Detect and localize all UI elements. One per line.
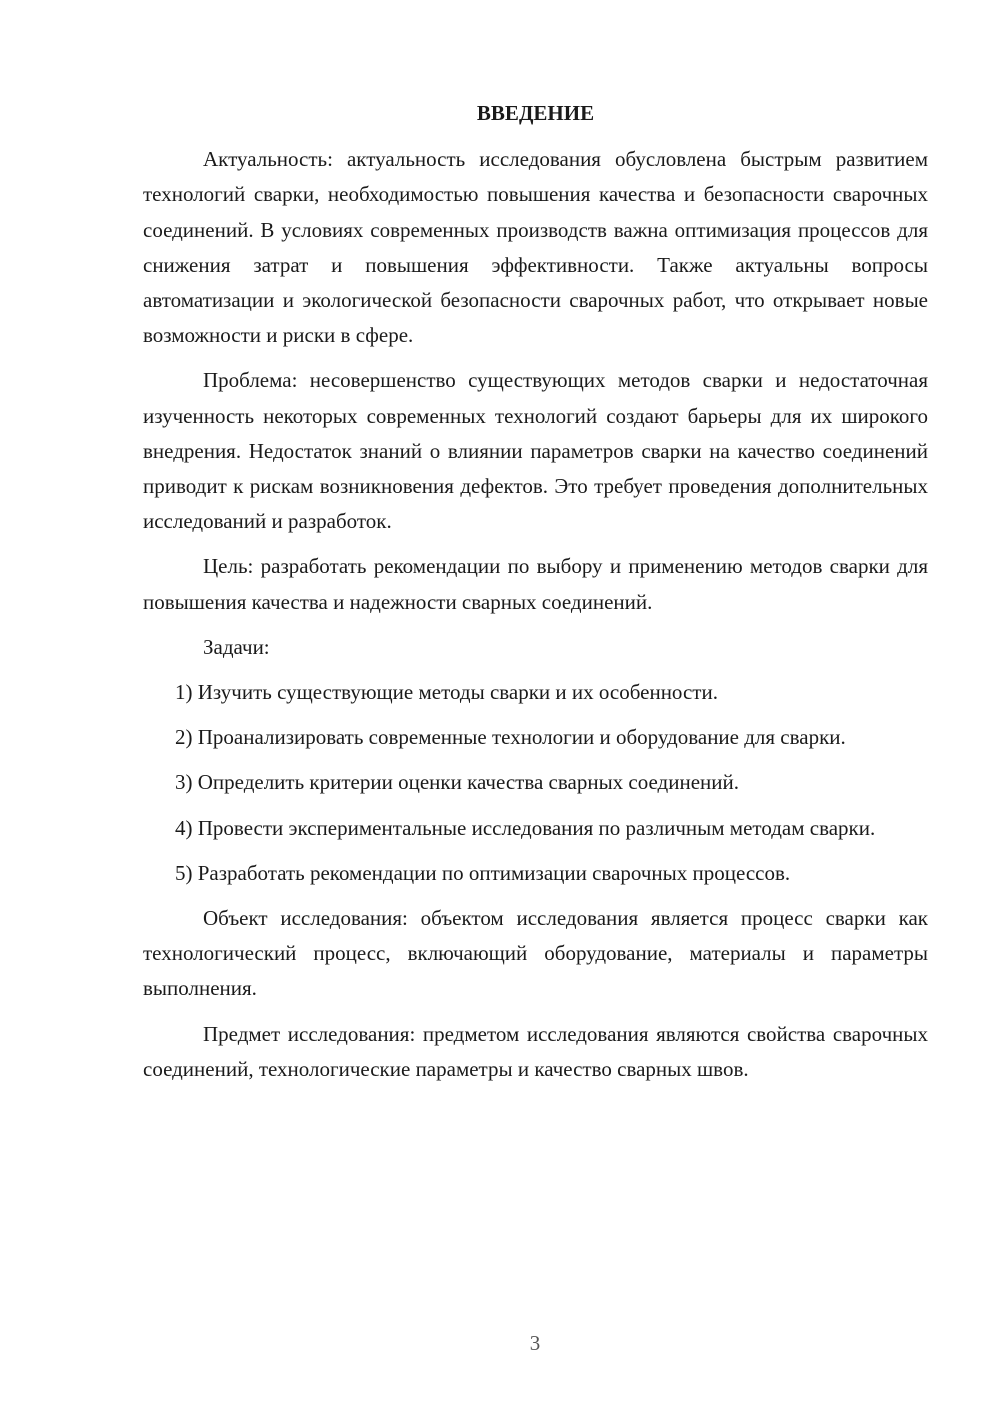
task-item-3: 3) Определить критерии оценки качества сварных соединений.	[175, 770, 739, 795]
task-item-2: 2) Проанализировать современные технологии и оборудование для сварки.	[175, 725, 846, 750]
paragraph-problem: Проблема: несовершенство существующих методов сварки и недостаточная изученность некоторых современных технологий создают барьеры для их широкого внедрения. Недостаток знаний о влиянии параметров сварки на качество соединений приводит к рискам возникновения дефектов. Это требует проведения дополнительных исследований и разработок.	[143, 368, 928, 534]
task-list	[143, 675, 928, 891]
section-heading: ВВЕДЕНИЕ	[476, 101, 595, 125]
task-item-5: 5) Разработать рекомендации по оптимизации сварочных процессов.	[175, 860, 791, 885]
paragraph-goal: Цель: разработать рекомендации по выбору и применению методов сварки для повышения качества и надежности сварных соединений.	[143, 554, 928, 614]
paragraph-subject: Предмет исследования: предметом исследования являются свойства сварочных соединений, технологические параметры и качество сварных швов.	[143, 1021, 928, 1081]
task-item-1: 1) Изучить существующие методы сварки и их особенности.	[175, 680, 718, 705]
paragraph-relevance: Актуальность: актуальность исследования обусловлена быстрым развитием технологий сварки, необходимостью повышения качества и безопасности сварочных соединений. В условиях современных производств важна оптимизация процессов для снижения затрат и повышения эффективности. Также актуальны вопросы автоматизации и экологической безопасности сварочных работ, что открывает новые возможности и риски в сфере.	[143, 147, 928, 348]
page-number: 3	[529, 1331, 541, 1355]
document-page	[143, 96, 928, 1097]
tasks-label: Задачи:	[203, 634, 270, 659]
task-item-4: 4) Провести экспериментальные исследования по различным методам сварки.	[175, 815, 876, 840]
paragraph-object: Объект исследования: объектом исследования является процесс сварки как технологический процесс, включающий оборудование, материалы и параметры выполнения.	[143, 906, 928, 1001]
